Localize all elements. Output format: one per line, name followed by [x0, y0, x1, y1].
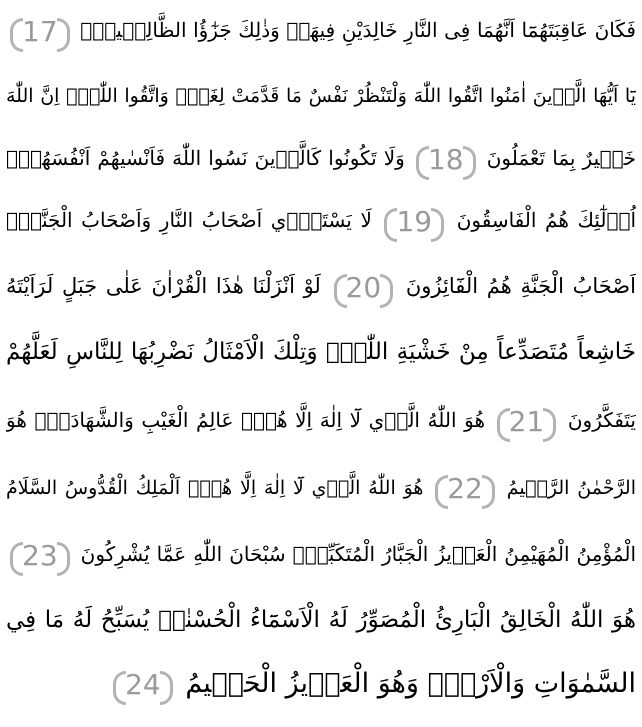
verse-line-8	[6, 460, 636, 516]
verse-text: خَب۪يرٌ بِمَا تَعْمَلُونَ	[486, 146, 636, 170]
verse-line-11	[6, 656, 636, 712]
verse-line-4	[6, 192, 636, 248]
ayah-number-20: 20	[334, 270, 394, 306]
verse-text: يَتَفَكَّرُونَ	[567, 408, 636, 432]
verse-text: هُوَ اللّٰهُ الَّذ۪ي لَٓا اِلٰهَ اِلَّا هُوَۚ عَالِمُ الْغَيْبِ وَالشَّهَادَةِۚ هُوَ	[6, 408, 486, 432]
verse-text: خَاشِعاً مُتَصَدِّعاً مِنْ خَشْيَةِ اللّٰهِۜ وَتِلْكَ الْاَمْثَالُ نَضْرِبُهَا لِلنَّاسِ لَعَلَّهُمْ	[6, 339, 636, 365]
verse-text: لَا يَسْتَو۪ٓي اَصْحَابُ النَّارِ وَاَصْحَابُ الْجَنَّةِۜ	[6, 208, 372, 232]
verse-line-1	[6, 2, 636, 58]
verse-text: لَوْ اَنْزَلْنَا هٰذَا الْقُرْاٰنَ عَلٰى جَبَلٍ لَرَاَيْتَهُ	[6, 274, 321, 298]
verse-text: هُوَ اللّٰهُ الَّذ۪ي لَٓا اِلٰهَ اِلَّا هُوَۚ اَلْمَلِكُ الْقُدُّوسُ السَّلَامُ	[6, 477, 424, 499]
ayah-number-22: 22	[435, 471, 495, 507]
verse-line-10	[6, 592, 636, 648]
ayah-number-24: 24	[113, 667, 173, 703]
verse-line-7	[6, 392, 636, 448]
verse-text: اُو۬لٰٓئِكَ هُمُ الْفَاسِقُونَ	[456, 208, 636, 232]
verse-text: فَكَانَ عَاقِبَتَهُمَٓا اَنَّهُمَا فِى النَّارِ خَالِدَيْنِ فِيهَاۜ وَذٰلِكَ جَزٰٓؤُا الظَّالِم۪ينَۙ	[80, 18, 636, 42]
verse-text: السَّمٰوَاتِ وَالْاَرْضِۚ وَهُوَ الْعَز۪يزُ الْحَك۪يمُ	[185, 668, 636, 699]
verse-line-9	[6, 526, 636, 582]
verse-text: الْمُؤْمِنُ الْمُهَيْمِنُ الْعَز۪يزُ الْجَبَّارُ الْمُتَكَبِّرُۜ سُبْحَانَ اللّٰهِ عَمَّا يُشْرِكُونَ	[80, 542, 636, 566]
verse-text: الرَّحْمٰنُ الرَّح۪يمُ	[506, 477, 636, 499]
verse-line-5	[6, 258, 636, 314]
ayah-number-23: 23	[10, 538, 70, 574]
verse-line-3	[6, 130, 636, 186]
verse-text: يَٓا اَيُّهَا الَّذ۪ينَ اٰمَنُوا اتَّقُوا اللّٰهَ وَلْتَنْظُرْ نَفْسٌ مَا قَدَّمَتْ لِغَدٍۚ وَاتَّقُوا اللّٰهَۜ اِنَّ اللّٰهَ	[6, 85, 636, 107]
ayah-number-21: 21	[497, 404, 557, 440]
verse-text: هُوَ اللّٰهُ الْخَالِقُ الْبَارِئُ الْمُصَوِّرُ لَهُ الْاَسْمَٓاءُ الْحُسْنٰىۜ يُسَبِّحُ لَهُ مَا فِي	[6, 607, 636, 633]
ayah-number-17: 17	[10, 14, 70, 50]
verse-text: وَلَا تَكُونُوا كَالَّذ۪ينَ نَسُوا اللّٰهَ فَاَنْسٰيهُمْ اَنْفُسَهُمْۜ	[6, 146, 405, 170]
ayah-number-19: 19	[384, 204, 444, 240]
verse-text: اَصْحَابُ الْجَنَّةِ هُمُ الْفَٓائِزُونَ	[405, 274, 636, 298]
verse-line-6	[6, 324, 636, 380]
verse-line-2	[6, 68, 636, 124]
ayah-number-18: 18	[416, 142, 476, 178]
